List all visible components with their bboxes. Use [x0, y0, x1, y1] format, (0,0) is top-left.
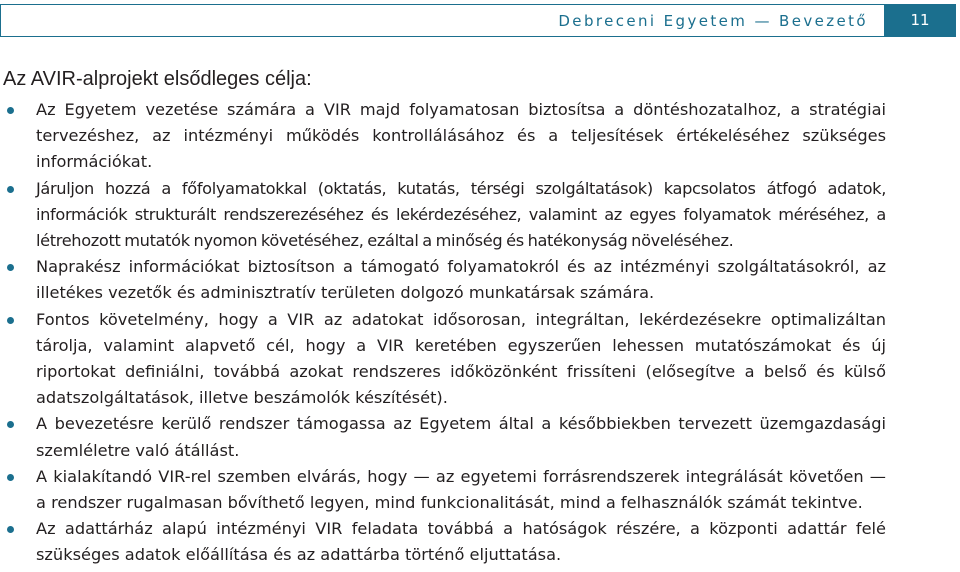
- bullet-list: [36, 97, 886, 569]
- bullet-dot-icon: [7, 107, 14, 114]
- bullet-dot-icon: [7, 186, 14, 193]
- list-item-text: Fontos követelmény, hogy a VIR az adatokat idősorosan, integráltan, lekérdezésekre optimalizáltan tárolja, valamint alapvető cél, hogy a VIR keretében egyszerűen lehessen mutatószámokat és új riportokat definiálni, továbbá azokat rendszeres időközönként frissíteni (elősegítve a belső és külső adatszolgáltatások, illetve beszámolók készítését).: [36, 309, 886, 408]
- list-item: [36, 464, 886, 516]
- bullet-dot-icon: [7, 474, 14, 481]
- list-item-text: Naprakész információkat biztosítson a támogató folyamatokról és az intézményi szolgáltatásokról, az illetékes vezetők és adminisztratív területen dolgozó munkatársak számára.: [36, 257, 886, 303]
- section-heading: Az AVIR-alprojekt elsődleges célja:: [3, 68, 312, 90]
- list-item-text: Az Egyetem vezetése számára a VIR majd folyamatosan biztosítsa a döntéshozatalhoz, a stratégiai tervezéshez, az intézményi működés kontrollálásához és a teljesítések értékeléséhez szükséges információkat.: [36, 100, 886, 172]
- bullet-dot-icon: [7, 264, 14, 271]
- list-item: [36, 411, 886, 463]
- page-number: 11: [884, 4, 956, 37]
- list-item: [36, 97, 886, 176]
- header-title: Debreceni Egyetem — Bevezető: [558, 12, 868, 30]
- list-item-text: A bevezetésre kerülő rendszer támogassa az Egyetem által a későbbiekben tervezett üzemgazdasági szemléletre való átállást.: [36, 414, 886, 460]
- bullet-dot-icon: [7, 317, 14, 324]
- list-item: [36, 516, 886, 568]
- bullet-dot-icon: [7, 421, 14, 428]
- bullet-dot-icon: [7, 526, 14, 533]
- list-item-text: Járuljon hozzá a főfolyamatokkal (oktatás, kutatás, térségi szolgáltatások) kapcsolatos átfogó adatok, információk strukturált rendszerezéséhez és lekérdezéséhez, valamint az egyes folyamatok méréséhez, a létrehozott mutatók nyomon követéséhez, ezáltal a minőség és hatékonyság növeléséhez.: [36, 178, 886, 251]
- list-item: [36, 176, 886, 255]
- header-bar: [0, 4, 884, 37]
- list-item-text: Az adattárház alapú intézményi VIR feladata továbbá a hatóságok részére, a központi adattár felé szükséges adatok előállítása és az adattárba történő eljuttatása.: [36, 519, 886, 565]
- list-item-text: A kialakítandó VIR-rel szemben elvárás, hogy — az egyetemi forrásrendszerek integrálását követően — a rendszer rugalmasan bővíthető legyen, mind funkcionalitását, mind a felhasználók számát tekintve.: [36, 466, 886, 513]
- list-item: [36, 307, 886, 412]
- list-item: [36, 254, 886, 306]
